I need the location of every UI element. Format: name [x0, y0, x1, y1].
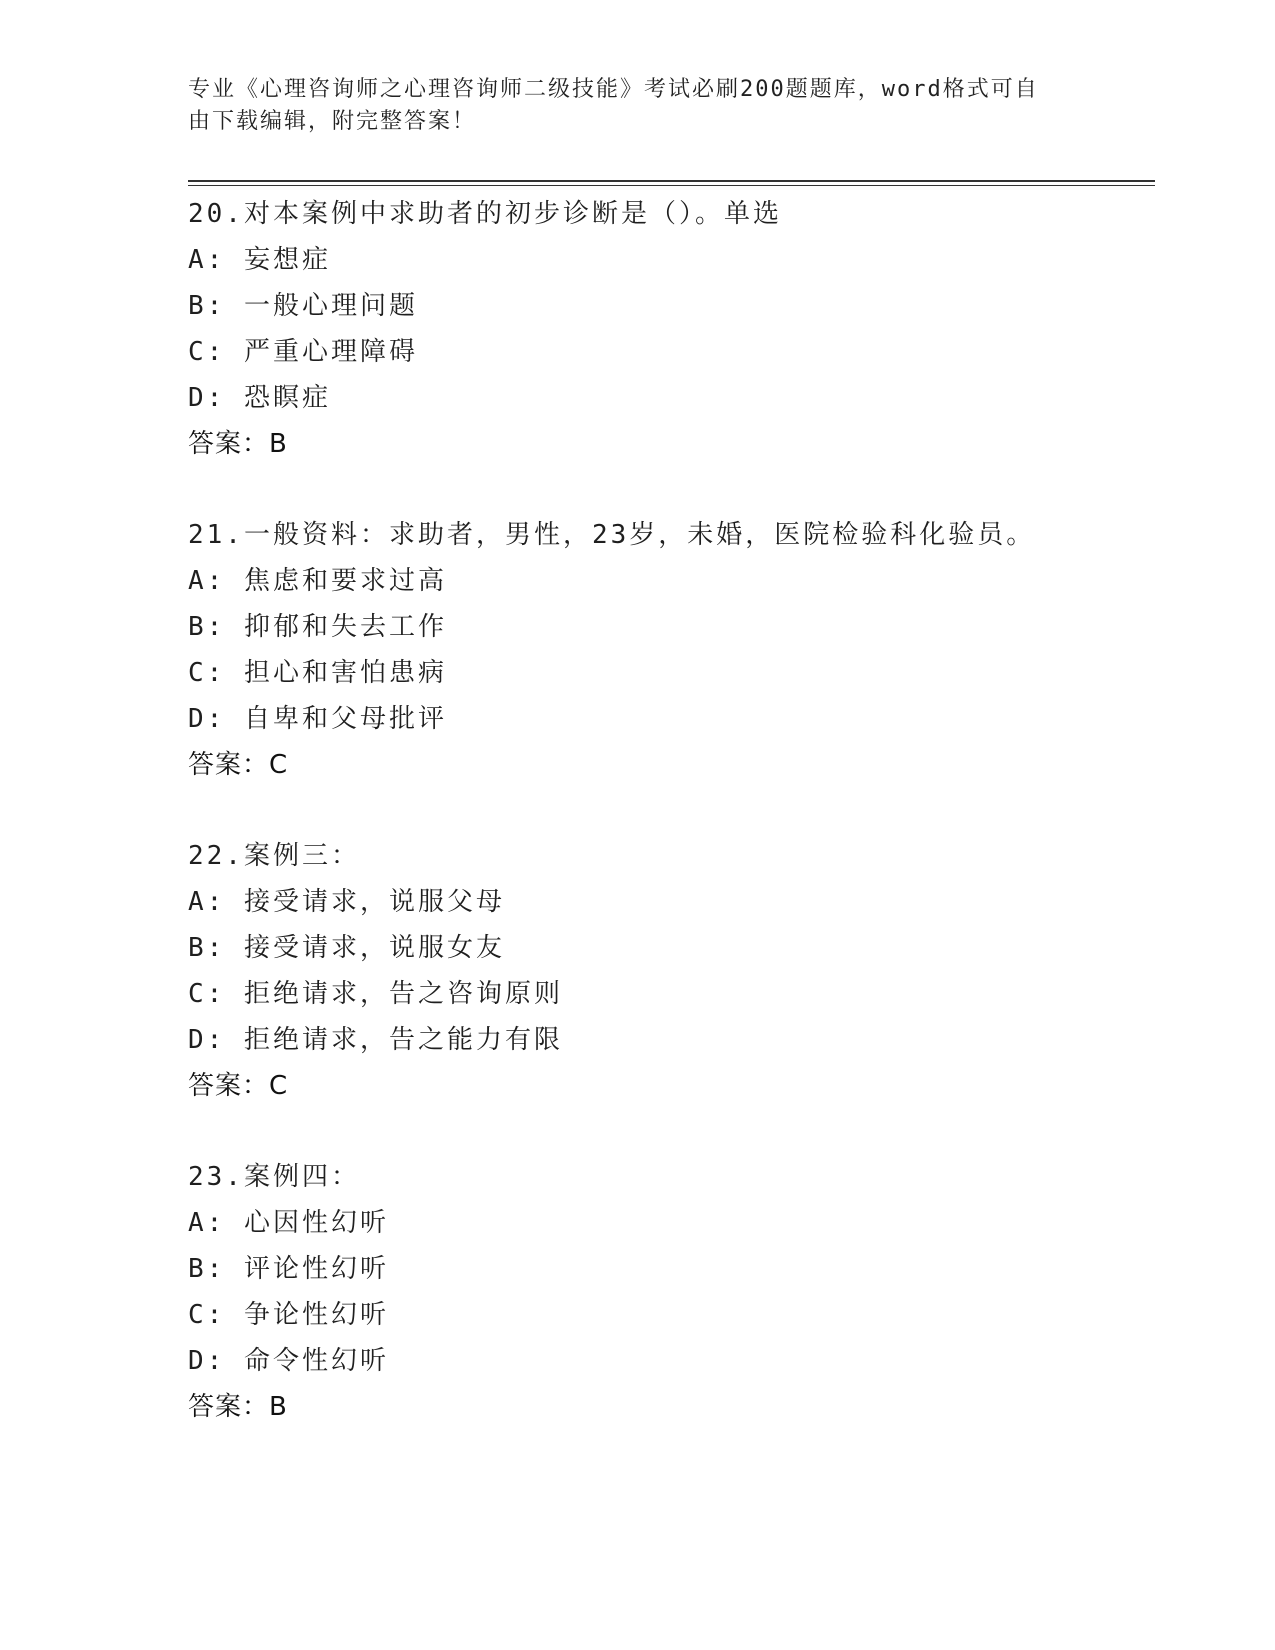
- document-header: [188, 74, 1068, 138]
- answer: 答案：C: [188, 1071, 289, 1101]
- question-list: [188, 191, 1148, 1475]
- option-d: D: 拒绝请求，告之能力有限: [188, 1025, 563, 1055]
- option-c: C: 担心和害怕患病: [188, 658, 447, 688]
- option-a: A: 妄想症: [188, 245, 331, 275]
- option-a: A: 接受请求，说服父母: [188, 887, 505, 917]
- header-line-2: 由下载编辑，附完整答案！: [188, 109, 477, 134]
- option-a: A: 焦虑和要求过高: [188, 566, 447, 596]
- question-stem: 23.案例四：: [188, 1162, 360, 1192]
- header-divider-thin: [188, 185, 1155, 186]
- header-line-1: 专业《心理咨询师之心理咨询师二级技能》考试必刷200题题库，word格式可自: [188, 77, 1039, 102]
- option-c: C: 拒绝请求，告之咨询原则: [188, 979, 563, 1009]
- question-22: [188, 833, 1148, 1109]
- option-b: B: 评论性幻听: [188, 1254, 389, 1284]
- header-divider-thick: [188, 180, 1155, 182]
- answer: 答案：B: [188, 1392, 288, 1422]
- option-d: D: 命令性幻听: [188, 1346, 389, 1376]
- question-stem: 21.一般资料：求助者，男性，23岁，未婚，医院检验科化验员。: [188, 520, 1036, 550]
- question-20: [188, 191, 1148, 467]
- option-d: D: 恐瞑症: [188, 383, 331, 413]
- question-21: [188, 512, 1148, 788]
- answer: 答案：B: [188, 429, 288, 459]
- option-b: B: 抑郁和失去工作: [188, 612, 447, 642]
- option-b: B: 接受请求，说服女友: [188, 933, 505, 963]
- option-c: C: 争论性幻听: [188, 1300, 389, 1330]
- option-d: D: 自卑和父母批评: [188, 704, 447, 734]
- option-c: C: 严重心理障碍: [188, 337, 418, 367]
- option-a: A: 心因性幻听: [188, 1208, 389, 1238]
- question-23: [188, 1154, 1148, 1430]
- question-stem: 22.案例三：: [188, 841, 360, 871]
- question-stem: 20.对本案例中求助者的初步诊断是（）。单选: [188, 199, 782, 229]
- answer: 答案：C: [188, 750, 289, 780]
- option-b: B: 一般心理问题: [188, 291, 418, 321]
